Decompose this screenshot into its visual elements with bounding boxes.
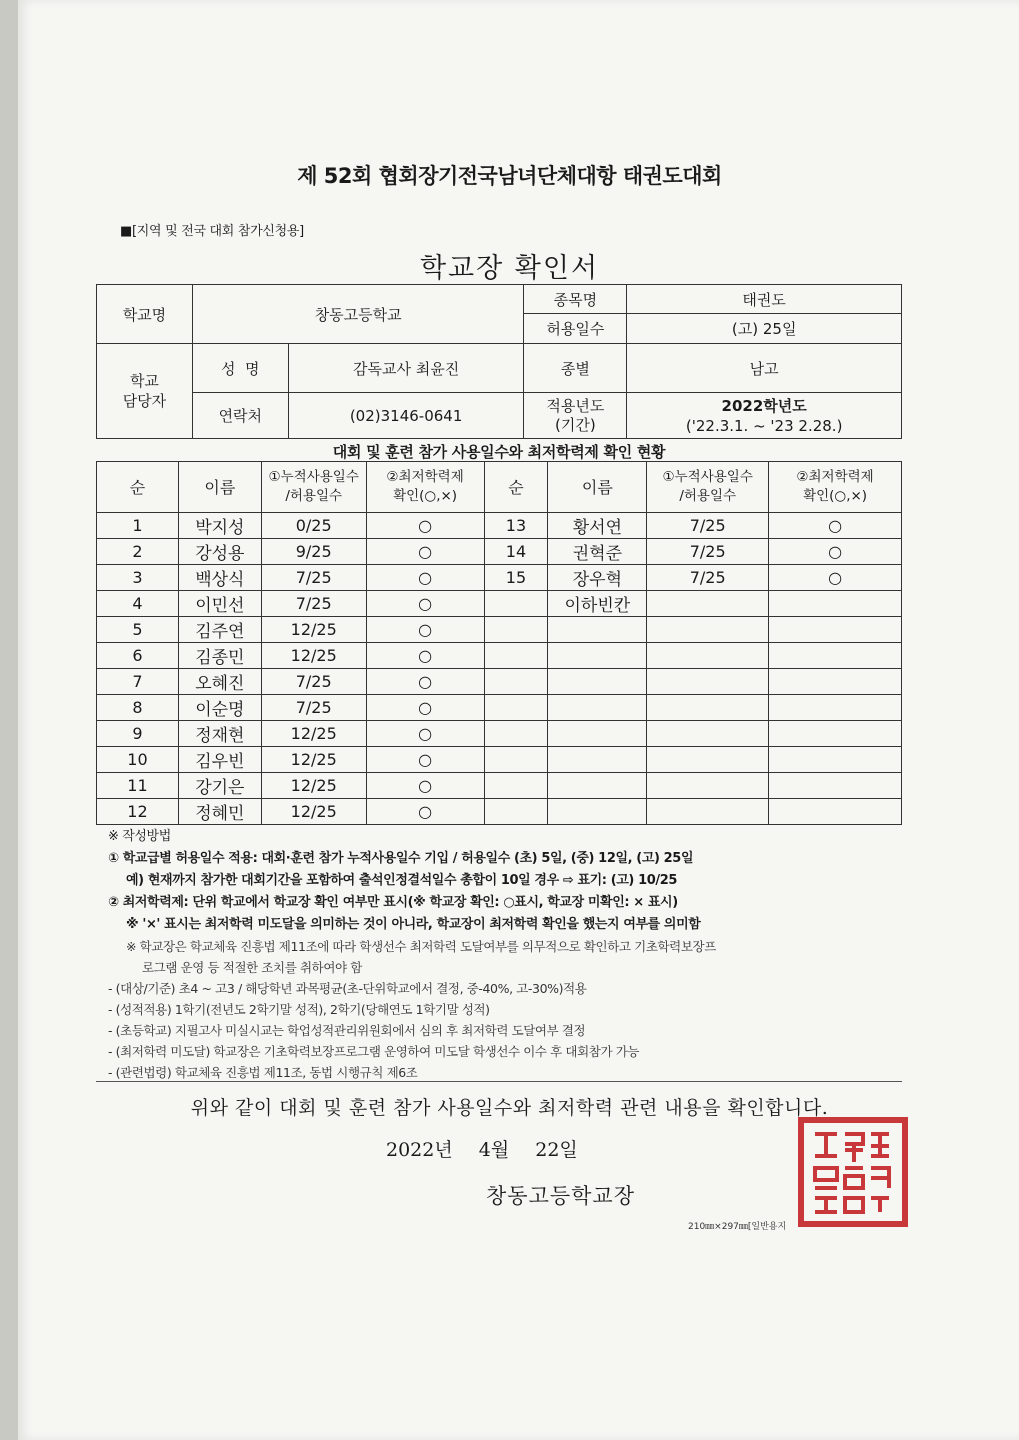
roster-left-name: 이순명 — [178, 695, 261, 721]
allowed-days-value: (고) 25일 — [627, 314, 902, 344]
roster-left-days: 9/25 — [261, 539, 366, 565]
roster-left-name: 정혜민 — [178, 799, 261, 825]
roster-right-check: ○ — [769, 565, 902, 591]
issue-date: 2022년 4월 22일 — [386, 1139, 578, 1161]
roster-right-check — [769, 773, 902, 799]
note-2b: ※ 학교장은 학교체육 진흥법 제11조에 따라 학생선수 최저학력 도달여부를 의무적으로 확인하고 기초학력보장프 — [126, 939, 716, 954]
roster-right-no — [484, 695, 548, 721]
roster-left-no: 1 — [97, 513, 179, 539]
roster-right-name: 권혁준 — [548, 539, 647, 565]
roster-right-days — [647, 695, 769, 721]
event-title: 제 52회 협회장기전국남녀단체대항 태권도대회 — [297, 164, 722, 188]
roster-right-name — [548, 747, 647, 773]
roster-table — [96, 461, 902, 825]
roster-left-no: 2 — [97, 539, 179, 565]
roster-right-check — [769, 721, 902, 747]
name-value: 감독교사 최윤진 — [288, 344, 524, 393]
roster-right-check: ○ — [769, 513, 902, 539]
note-2a: ※ '×' 표시는 최저학력 미도달을 의미하는 것이 아니라, 학교장이 최저학력 확인을 했는지 여부를 의미함 — [126, 917, 701, 932]
applied-year-label: 적용년도 (기간) — [524, 393, 627, 439]
table-row — [97, 565, 902, 591]
col-check-left: ②최저학력제 확인(○,×) — [366, 462, 484, 513]
table-row — [97, 799, 902, 825]
roster-right-check — [769, 799, 902, 825]
roster-left-days: 12/25 — [261, 799, 366, 825]
roster-right-no — [484, 643, 548, 669]
applied-period-value: ('22.3.1. ~ '23 2.28.) — [685, 416, 843, 435]
roster-right-name — [548, 617, 647, 643]
note-2c: 로그램 운영 등 적절한 조치를 취하여야 함 — [142, 960, 362, 975]
table-row — [97, 721, 902, 747]
roster-right-name — [548, 799, 647, 825]
roster-left-no: 3 — [97, 565, 179, 591]
roster-right-days — [647, 773, 769, 799]
roster-left-check: ○ — [366, 799, 484, 825]
table-row — [97, 513, 902, 539]
roster-left-days: 12/25 — [261, 747, 366, 773]
table-row — [97, 747, 902, 773]
roster-left-check: ○ — [366, 539, 484, 565]
roster-right-no: 15 — [484, 565, 548, 591]
col-name-left: 이름 — [178, 462, 261, 513]
sport-label: 종목명 — [524, 285, 627, 314]
roster-right-no — [484, 773, 548, 799]
roster-right-days — [647, 669, 769, 695]
detail-3: - (초등학교) 지필고사 미실시교는 학업성적관리위원회에서 심의 후 최저학력 도달여부 결정 — [108, 1023, 586, 1038]
roster-right-days — [647, 643, 769, 669]
roster-left-name: 정재현 — [178, 721, 261, 747]
table-row — [97, 773, 902, 799]
roster-left-days: 12/25 — [261, 617, 366, 643]
school-seal-icon — [797, 1116, 909, 1228]
roster-right-days: 7/25 — [647, 539, 769, 565]
roster-right-days — [647, 747, 769, 773]
roster-right-no — [484, 591, 548, 617]
roster-left-days: 12/25 — [261, 643, 366, 669]
roster-left-days: 7/25 — [261, 565, 366, 591]
divider — [96, 1081, 902, 1082]
roster-left-check: ○ — [366, 721, 484, 747]
roster-left-name: 김주연 — [178, 617, 261, 643]
roster-right-days — [647, 617, 769, 643]
detail-4: - (최저학력 미도달) 학교장은 기초학력보장프로그램 운영하여 미도달 학생선수 이수 후 대회참가 가능 — [108, 1044, 640, 1059]
roster-right-name — [548, 643, 647, 669]
roster-left-check: ○ — [366, 513, 484, 539]
roster-left-name: 강기은 — [178, 773, 261, 799]
roster-left-days: 7/25 — [261, 695, 366, 721]
roster-right-days — [647, 721, 769, 747]
roster-right-name — [548, 773, 647, 799]
col-no-right: 순 — [484, 462, 548, 513]
notes-heading: ※ 작성방법 — [108, 829, 171, 844]
roster-left-days: 12/25 — [261, 721, 366, 747]
form-tag: ■[지역 및 전국 대회 참가신청용] — [120, 224, 304, 239]
roster-right-check — [769, 643, 902, 669]
contact-value: (02)3146-0641 — [288, 393, 524, 439]
category-label: 종별 — [524, 344, 627, 393]
table-row — [97, 695, 902, 721]
roster-right-no: 14 — [484, 539, 548, 565]
roster-right-check: ○ — [769, 539, 902, 565]
roster-left-days: 12/25 — [261, 773, 366, 799]
roster-right-check — [769, 695, 902, 721]
roster-right-name: 황서연 — [548, 513, 647, 539]
note-1a: ① 학교급별 허용일수 적용: 대회·훈련 참가 누적사용일수 기입 / 허용일수 (초) 5일, (중) 12일, (고) 25일 — [108, 851, 694, 866]
roster-left-check: ○ — [366, 747, 484, 773]
roster-right-no: 13 — [484, 513, 548, 539]
note-2: ② 최저학력제: 단위 학교에서 학교장 확인 여부만 표시(※ 학교장 확인: ○표시, 학교장 미확인: × 표시) — [108, 895, 678, 910]
roster-left-name: 백상식 — [178, 565, 261, 591]
document-title: 학교장 확인서 — [419, 253, 600, 284]
col-check-right: ②최저학력제 확인(○,×) — [769, 462, 902, 513]
applied-year-value: 2022학년도 — [721, 396, 807, 415]
roster-left-no: 12 — [97, 799, 179, 825]
table-row — [97, 643, 902, 669]
confirm-statement: 위와 같이 대회 및 훈련 참가 사용일수와 최저학력 관련 내용을 확인합니다. — [190, 1097, 829, 1119]
school-value: 창동고등학교 — [192, 285, 524, 344]
detail-1: - (대상/기준) 초4 ~ 고3 / 해당학년 과목평균(초-단위학교에서 결정, 중-40%, 고-30%)적용 — [108, 981, 587, 996]
roster-left-no: 6 — [97, 643, 179, 669]
paper-size-note: 210㎜×297㎜[일반용지 — [688, 1222, 787, 1232]
roster-left-no: 4 — [97, 591, 179, 617]
roster-right-no — [484, 799, 548, 825]
roster-left-days: 0/25 — [261, 513, 366, 539]
table-row — [97, 669, 902, 695]
roster-left-days: 7/25 — [261, 669, 366, 695]
instructions — [108, 826, 898, 1083]
roster-right-name — [548, 695, 647, 721]
roster-left-name: 박지성 — [178, 513, 261, 539]
roster-right-name: 장우혁 — [548, 565, 647, 591]
roster-right-check — [769, 617, 902, 643]
roster-right-name: 이하빈칸 — [548, 591, 647, 617]
category-value: 남고 — [627, 344, 902, 393]
applied-year-cell — [627, 393, 902, 439]
detail-5: - (관련법령) 학교체육 진흥법 제11조, 동법 시행규칙 제6조 — [108, 1065, 418, 1080]
col-days-right: ①누적사용일수 /허용일수 — [647, 462, 769, 513]
table-row — [97, 539, 902, 565]
detail-2: - (성적적용) 1학기(전년도 2학기말 성적), 2학기(당해연도 1학기말 성적) — [108, 1002, 490, 1017]
roster-left-no: 5 — [97, 617, 179, 643]
roster-left-name: 이민선 — [178, 591, 261, 617]
roster-left-check: ○ — [366, 643, 484, 669]
roster-right-days — [647, 799, 769, 825]
roster-right-no — [484, 747, 548, 773]
roster-right-days: 7/25 — [647, 513, 769, 539]
table-row — [97, 591, 902, 617]
note-1b: 예) 현재까지 참가한 대회기간을 포함하여 출석인정결석일수 총합이 10일 경우 ⇨ 표기: (고) 10/25 — [126, 873, 678, 888]
sport-value: 태권도 — [627, 285, 902, 314]
roster-left-no: 8 — [97, 695, 179, 721]
roster-right-check — [769, 591, 902, 617]
col-name-right: 이름 — [548, 462, 647, 513]
roster-right-check — [769, 747, 902, 773]
roster-right-days: 7/25 — [647, 565, 769, 591]
roster-left-check: ○ — [366, 695, 484, 721]
manager-label: 학교 담당자 — [97, 344, 193, 439]
roster-left-no: 9 — [97, 721, 179, 747]
col-no-left: 순 — [97, 462, 179, 513]
roster-right-name — [548, 669, 647, 695]
roster-right-no — [484, 721, 548, 747]
roster-right-no — [484, 617, 548, 643]
roster-left-days: 7/25 — [261, 591, 366, 617]
roster-left-check: ○ — [366, 565, 484, 591]
table-row — [97, 617, 902, 643]
roster-left-name: 강성용 — [178, 539, 261, 565]
roster-right-days — [647, 591, 769, 617]
roster-left-check: ○ — [366, 591, 484, 617]
school-label: 학교명 — [97, 285, 193, 344]
contact-label: 연락처 — [192, 393, 288, 439]
col-days-left: ①누적사용일수 /허용일수 — [261, 462, 366, 513]
principal-signature: 창동고등학교장 — [486, 1184, 636, 1208]
roster-section-title: 대회 및 훈련 참가 사용일수와 최저학력제 확인 현황 — [332, 443, 666, 461]
name-label: 성 명 — [192, 344, 288, 393]
roster-left-no: 10 — [97, 747, 179, 773]
allowed-days-label: 허용일수 — [524, 314, 627, 344]
roster-left-no: 7 — [97, 669, 179, 695]
roster-left-name: 오혜진 — [178, 669, 261, 695]
roster-left-check: ○ — [366, 669, 484, 695]
roster-left-no: 11 — [97, 773, 179, 799]
roster-left-name: 김종민 — [178, 643, 261, 669]
roster-left-name: 김우빈 — [178, 747, 261, 773]
school-info-table — [96, 284, 902, 439]
roster-right-no — [484, 669, 548, 695]
roster-right-name — [548, 721, 647, 747]
roster-right-check — [769, 669, 902, 695]
roster-left-check: ○ — [366, 617, 484, 643]
roster-left-check: ○ — [366, 773, 484, 799]
